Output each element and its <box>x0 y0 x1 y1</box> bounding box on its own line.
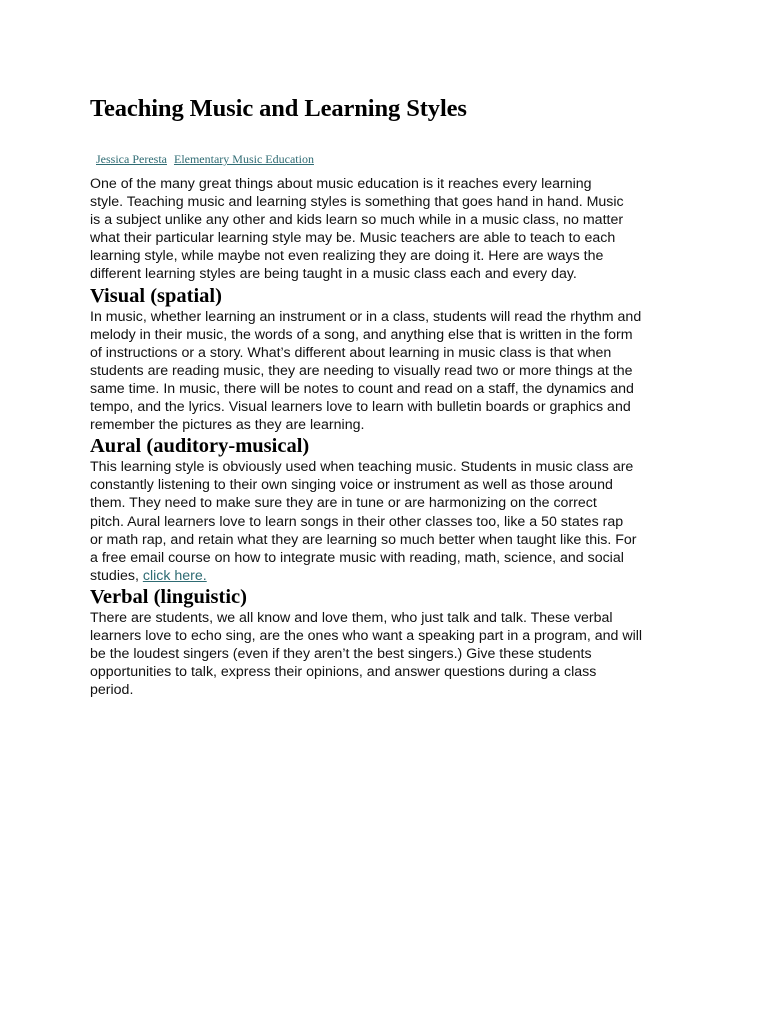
section-text-aural <box>90 458 690 585</box>
intro-paragraph: One of the many great things about music education is it reaches every learning style. Teaching music and learning styles is something that goes hand in hand. Music is a subject unlike any other and kids learn so much while in a music class, no matter what their particular learning style may be. Music teachers are able to teach to each learning style, while maybe not even realizing they are doing it. Here are ways the different learning styles are being taught in a music class each and every day. <box>90 176 624 283</box>
section-heading-visual: Visual (spatial) <box>90 284 222 307</box>
category-link[interactable]: Elementary Music Education <box>173 152 314 166</box>
author-link[interactable]: Jessica Peresta <box>96 152 167 166</box>
byline <box>96 152 690 166</box>
section-heading-verbal: Verbal (linguistic) <box>90 585 247 608</box>
section-text-verbal: There are students, we all know and love them, who just talk and talk. These verbal learners love to echo sing, are the ones who want a speaking part in a program, and will be the loudest singers (even if they aren’t the best singers.) Give these students opportunities to talk, express their opinions, and answer questions during a class period. <box>90 609 643 699</box>
section-text-aural-body: This learning style is obviously used when teaching music. Students in music class are constantly listening to their own singing voice or instrument as well as those around them. They need to make sure they are in tune or are harmonizing on the correct pitch. Aural learners love to learn songs in their other classes too, like a 50 states rap or math rap, and retain what they are learning so much better when taught like this. For a free email course on how to integrate music with reading, math, science, and social studies, <box>90 459 637 584</box>
article <box>90 94 690 699</box>
article-title: Teaching Music and Learning Styles <box>90 95 467 122</box>
section-text-visual: In music, whether learning an instrument or in a class, students will read the rhythm and melody in their music, the words of a song, and anything else that is written in the form of instructions or a story. What’s different about learning in music class is that when students are reading music, they are needing to visually read two or more things at the same time. In music, there will be notes to count and read on a staff, the dynamics and tempo, and the lyrics. Visual learners love to learn with bulletin boards or graphics and remember the pictures as they are learning. <box>90 308 642 434</box>
click-here-link[interactable]: click here. <box>142 567 207 584</box>
section-heading-aural: Aural (auditory-musical) <box>90 435 310 458</box>
